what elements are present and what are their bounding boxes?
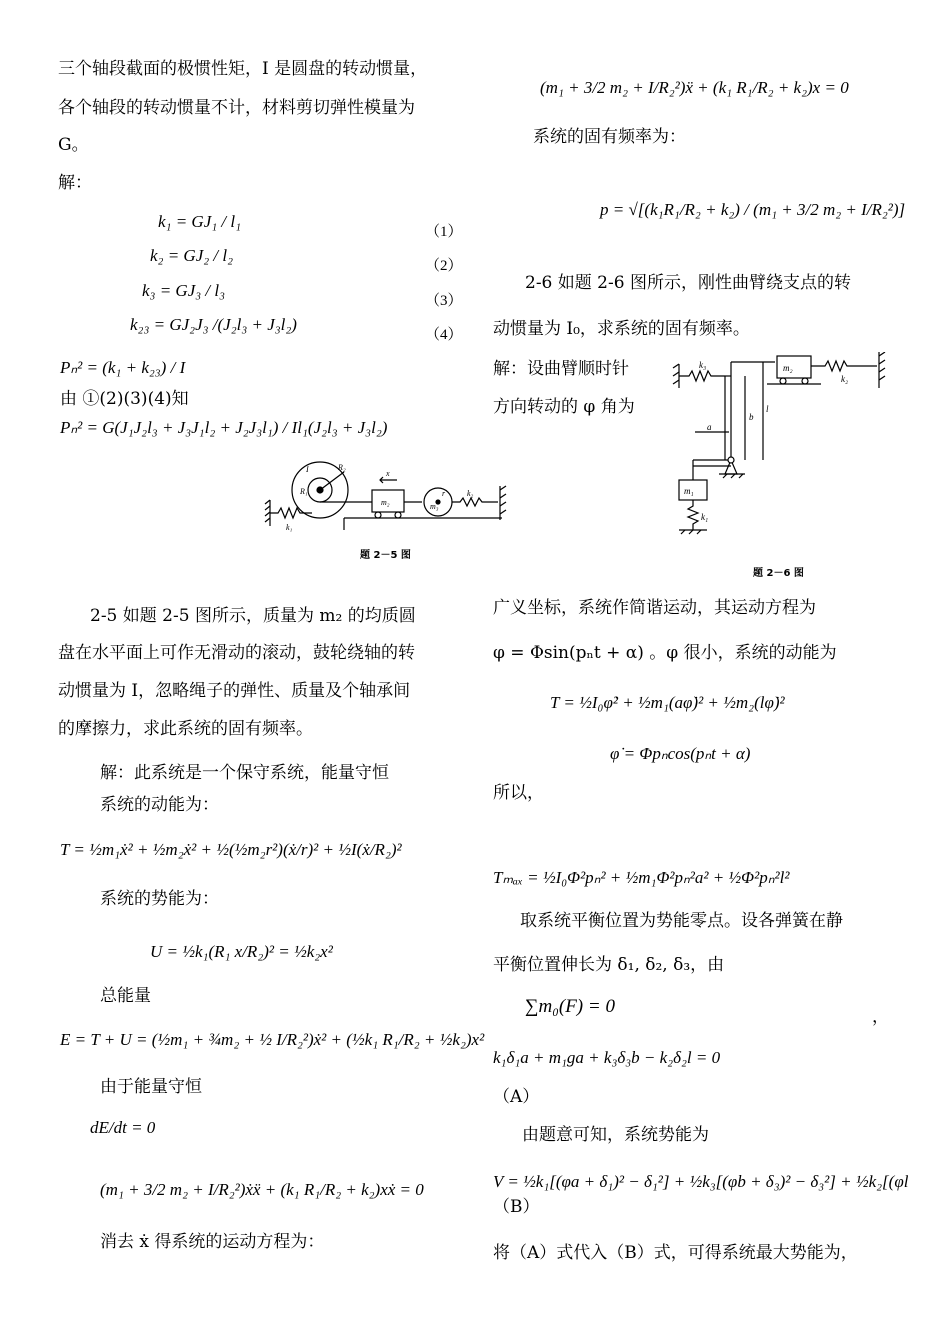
- svg-text:r: r: [442, 489, 446, 498]
- intro-line-2: 各个轴段的转动惯量不计，材料剪切弹性模量为: [58, 98, 415, 118]
- potential-energy-label: 系统的势能为：: [100, 889, 219, 909]
- kinetic-energy-equation-2-6: T = ½I₀φ̇² + ½m₁(aφ̇)² + ½m₂(lφ̇)²: [550, 693, 785, 712]
- label-a: （A）: [493, 1087, 540, 1107]
- svg-text:m₃: m₃: [430, 502, 439, 511]
- moment-equation: ∑m₀(F) = 0: [525, 996, 615, 1017]
- max-kinetic-energy-equation: Tₘₐₓ = ½I₀Φ²pₙ² + ½m₁Φ²pₙ²a² + ½Φ²pₙ²l²: [493, 868, 790, 887]
- equation-number: （2）: [425, 258, 463, 274]
- svg-text:k₃: k₃: [699, 360, 707, 370]
- svg-text:k₁: k₁: [701, 512, 709, 522]
- solution-text: 解：此系统是一个保守系统，能量守恒: [100, 763, 389, 783]
- svg-text:x: x: [386, 469, 390, 478]
- potential-energy-intro: 由题意可知，系统势能为: [522, 1125, 709, 1145]
- equilibrium-text-1: 取系统平衡位置为势能零点。设各弹簧在静: [520, 911, 843, 931]
- generalized-coordinate-text: 广义坐标，系统作简谐运动，其运动方程为: [493, 598, 816, 618]
- figure-2-6-caption: 题 2－6 图: [753, 568, 804, 579]
- problem-2-5-line-3: 动惯量为 I，忽略绳子的弹性、质量及个轴承间: [58, 681, 411, 701]
- intro-line-1: 三个轴段截面的极惯性矩，I 是圆盘的转动惯量，: [58, 59, 428, 79]
- kinetic-energy-equation: T = ½m₁ẋ² + ½m₂ẋ² + ½(½m₂r²)(ẋ/r)² + ½I(ẋ/R₂)²: [60, 840, 402, 859]
- solution-2-6-line-1: 解：设曲臂顺时针: [493, 359, 629, 379]
- label-b: （B）: [493, 1197, 540, 1217]
- final-text: 将（A）式代入（B）式，可得系统最大势能为，: [493, 1243, 858, 1263]
- svg-text:m₂: m₂: [783, 363, 793, 373]
- figure-2-6: [665, 352, 895, 582]
- phi-dot-equation: φ̇ = Φpₙcos(pₙt + α): [610, 744, 751, 763]
- equation-k1: k₁ = GJ₁ / l₁: [158, 212, 242, 231]
- equation-k2: k₂ = GJ₂ / l₂: [150, 246, 234, 265]
- balance-equation: k₁δ₁a + m₁ga + k₃δ₃b − k₂δ₂l = 0: [493, 1048, 721, 1067]
- comma: ，: [872, 1007, 889, 1027]
- svg-text:I: I: [306, 465, 309, 474]
- problem-2-5-line-4: 的摩擦力，求此系统的固有频率。: [58, 719, 313, 739]
- problem-2-6-line-2: 动惯量为 I₀，求系统的固有频率。: [493, 319, 750, 339]
- pn-equation-1: Pₙ² = (k₁ + k₂₃) / I: [60, 358, 186, 377]
- svg-text:k₂: k₂: [841, 374, 849, 384]
- intro-line-3: G。: [58, 135, 89, 155]
- figure-2-5-caption: 题 2－5 图: [360, 550, 411, 561]
- problem-2-5-line-2: 盘在水平面上可作无滑动的滚动，鼓轮绕轴的转: [58, 643, 415, 663]
- svg-text:k₂: k₂: [467, 489, 474, 498]
- pn-equation-2: Pₙ² = G(J₁J₂l₃ + J₃J₁l₂ + J₂J₃l₁) / Il₁(J₂l₃ + J₃l₂): [60, 418, 388, 437]
- natural-frequency-equation: p = √[(k₁R₁/R₂ + k₂) / (m₁ + 3/2 m₂ + I/R₂²)]: [600, 200, 906, 219]
- conservation-label: 由于能量守恒: [100, 1077, 202, 1097]
- svg-text:k₁: k₁: [286, 523, 293, 532]
- so-text: 所以，: [493, 783, 544, 803]
- equation-number: （1）: [425, 224, 463, 240]
- motion-equation-2: (m₁ + 3/2 m₂ + I/R₂²)ẍ + (k₁ R₁/R₂ + k₂)x = 0: [540, 78, 849, 97]
- svg-text:m₂: m₂: [381, 498, 390, 507]
- problem-2-5-line-1: 2-5 如题 2-5 图所示，质量为 m₂ 的均质圆: [90, 606, 416, 626]
- kinetic-energy-label: 系统的动能为：: [100, 795, 219, 815]
- problem-2-6-line-1: 2-6 如题 2-6 图所示，刚性曲臂绕支点的转: [525, 273, 851, 293]
- svg-text:m₁: m₁: [684, 486, 694, 496]
- from-text: 由 ①(2)(3)(4)知: [60, 389, 189, 409]
- equation-number: （3）: [425, 293, 463, 309]
- equilibrium-text-2: 平衡位置伸长为 δ₁, δ₂, δ₃，由: [493, 955, 725, 975]
- equation-k3: k₃ = GJ₃ / l₃: [142, 281, 226, 300]
- svg-text:a: a: [707, 422, 712, 432]
- figure-2-5: [262, 458, 520, 566]
- total-energy-equation: E = T + U = (½m₁ + ¾m₂ + ½ I/R₂²)ẋ² + (½k₁ R₁/R₂ + ½k₂)x²: [60, 1030, 485, 1049]
- potential-energy-equation-2-6: V = ½k₁[(φa + δ₁)² − δ₁²] + ½k₃[(φb + δ₃)² − δ₃²] + ½k₂[(φl: [493, 1172, 909, 1191]
- total-energy-label: 总能量: [100, 986, 151, 1006]
- equation-k23: k₂₃ = GJ₂J₃ /(J₂l₃ + J₃l₂): [130, 315, 297, 334]
- svg-text:b: b: [749, 412, 754, 422]
- motion-equation-1: (m₁ + 3/2 m₂ + I/R₂²)ẋẍ + (k₁ R₁/R₂ + k₂)xẋ = 0: [100, 1180, 424, 1199]
- harmonic-motion-text: φ = Φsin(pₙt + α) 。φ 很小，系统的动能为: [493, 643, 837, 663]
- natural-frequency-label: 系统的固有频率为：: [533, 127, 686, 147]
- equation-number: （4）: [425, 327, 463, 343]
- derivative-equation: dE/dt = 0: [90, 1118, 156, 1137]
- svg-text:l: l: [766, 404, 769, 414]
- potential-energy-equation: U = ½k₁(R₁ x/R₂)² = ½k₂x²: [150, 942, 333, 961]
- eliminate-text: 消去 ẋ 得系统的运动方程为：: [100, 1232, 325, 1252]
- solution-label: 解：: [58, 173, 92, 193]
- svg-text:R₂: R₂: [338, 463, 346, 472]
- solution-2-6-line-2: 方向转动的 φ 角为: [493, 397, 635, 417]
- svg-text:R₁: R₁: [300, 487, 308, 496]
